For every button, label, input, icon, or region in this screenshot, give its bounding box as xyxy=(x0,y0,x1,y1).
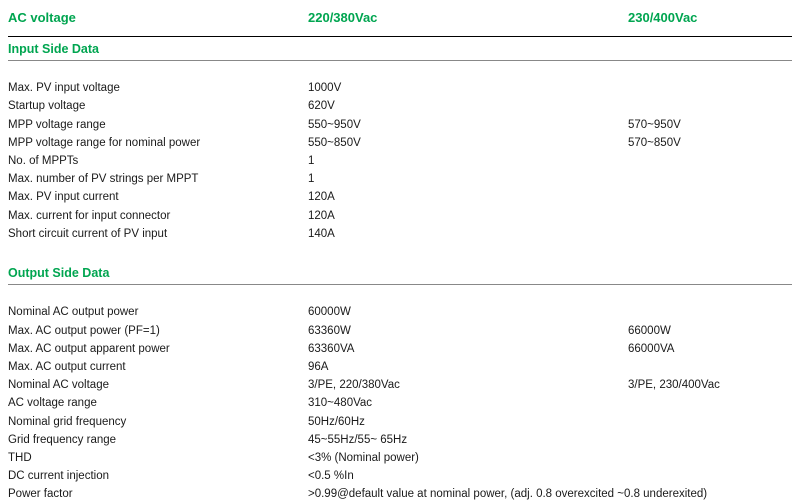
row-value-variant-2 xyxy=(628,225,792,243)
spacer-row xyxy=(8,243,792,261)
section-title-row-output xyxy=(8,261,792,284)
row-value-variant-1: 620V xyxy=(308,100,335,113)
row-value-variant-2 xyxy=(628,188,792,206)
table-row xyxy=(8,207,792,225)
table-row xyxy=(8,449,792,467)
table-row xyxy=(8,413,792,431)
section-title-output: Output Side Data xyxy=(8,266,110,281)
row-label: Max. PV input voltage xyxy=(8,82,120,95)
row-value-variant-1: 550~850V xyxy=(308,136,361,149)
row-value-variant-2 xyxy=(628,152,792,170)
row-value-variant-1: 63360W xyxy=(308,324,351,337)
table-row xyxy=(8,188,792,206)
row-label: Grid frequency range xyxy=(8,433,117,446)
row-label: DC current injection xyxy=(8,470,109,483)
row-label: Max. AC output current xyxy=(8,361,126,373)
row-value-variant-2: 66000W xyxy=(628,324,671,337)
row-value-variant-2 xyxy=(628,79,792,97)
row-label: Power factor xyxy=(8,488,73,501)
row-value-variant-2 xyxy=(628,467,792,485)
column-header-variant-1: 220/380Vac xyxy=(308,10,378,25)
table-header-row xyxy=(8,0,792,36)
row-value-variant-1: 96A xyxy=(308,361,329,373)
section-title-input: Input Side Data xyxy=(8,42,99,56)
row-value-variant-1: 310~480Vac xyxy=(308,397,373,410)
row-value-variant-2 xyxy=(628,394,792,412)
table-row xyxy=(8,116,792,134)
row-label: Short circuit current of PV input xyxy=(8,227,168,240)
row-value-variant-2 xyxy=(628,431,792,449)
row-value-variant-1: 63360VA xyxy=(308,342,355,355)
row-label: AC voltage range xyxy=(8,397,97,410)
table-row xyxy=(8,467,792,485)
row-value-variant-1: 50Hz/60Hz xyxy=(308,415,365,428)
table-row xyxy=(8,225,792,243)
row-value-variant-1: >0.99@default value at nominal power, (adj. 0.8 overexcited ~0.8 underexited) xyxy=(308,488,708,501)
row-value-variant-2 xyxy=(628,97,792,115)
table-row xyxy=(8,134,792,152)
row-label: THD xyxy=(8,452,32,465)
table-row xyxy=(8,376,792,394)
table-row xyxy=(8,485,792,503)
row-value-variant-1: 140A xyxy=(308,227,335,240)
section-title-row-input xyxy=(8,37,792,60)
row-label: Nominal grid frequency xyxy=(8,415,127,428)
table-row xyxy=(8,340,792,358)
row-value-variant-1: 120A xyxy=(308,209,335,222)
row-value-variant-1: <3% (Nominal power) xyxy=(308,452,419,465)
spacer-row xyxy=(8,285,792,303)
spacer-row xyxy=(8,61,792,79)
row-value-variant-1: 1 xyxy=(308,155,315,167)
row-value-variant-1: <0.5 %In xyxy=(308,470,354,483)
row-value-variant-1: 3/PE, 220/380Vac xyxy=(308,379,400,392)
table-row xyxy=(8,303,792,321)
row-label: MPP voltage range xyxy=(8,118,106,131)
row-value-variant-2 xyxy=(628,303,792,321)
row-label: Startup voltage xyxy=(8,100,86,113)
row-label: Nominal AC output power xyxy=(8,306,139,319)
column-header-label: AC voltage xyxy=(8,10,76,25)
table-row xyxy=(8,79,792,97)
row-value-variant-1: 45~55Hz/55~ 65Hz xyxy=(308,433,408,446)
spacer xyxy=(8,285,792,303)
row-value-variant-2 xyxy=(628,207,792,225)
row-label: Max. AC output power (PF=1) xyxy=(8,324,160,337)
row-value-variant-2 xyxy=(628,449,792,467)
row-value-variant-1: 120A xyxy=(308,191,335,204)
row-value-variant-1: 550~950V xyxy=(308,118,361,131)
spacer xyxy=(8,61,792,79)
table-row xyxy=(8,170,792,188)
table-row xyxy=(8,152,792,170)
row-label: MPP voltage range for nominal power xyxy=(8,136,201,149)
row-value-variant-1: 60000W xyxy=(308,306,351,319)
row-label: Max. AC output apparent power xyxy=(8,342,170,355)
row-label: Nominal AC voltage xyxy=(8,379,109,392)
table-row xyxy=(8,358,792,376)
row-value-variant-2: 66000VA xyxy=(628,342,675,355)
row-value-variant-2 xyxy=(628,358,792,376)
row-label: Max. current for input connector xyxy=(8,209,171,222)
row-value-variant-1: 1 xyxy=(308,173,315,186)
row-label: Max. number of PV strings per MPPT xyxy=(8,173,199,186)
row-label: No. of MPPTs xyxy=(8,155,79,167)
row-value-variant-2: 3/PE, 230/400Vac xyxy=(628,379,720,392)
table-row xyxy=(8,394,792,412)
row-value-variant-2 xyxy=(628,170,792,188)
row-value-variant-1: 1000V xyxy=(308,82,342,95)
row-label: Max. PV input current xyxy=(8,191,119,204)
table-row xyxy=(8,322,792,340)
spacer xyxy=(8,243,792,261)
row-value-variant-2: 570~950V xyxy=(628,118,681,131)
row-value-variant-2 xyxy=(628,413,792,431)
table-row xyxy=(8,431,792,449)
specification-table xyxy=(8,0,792,504)
column-header-variant-2: 230/400Vac xyxy=(628,10,698,25)
table-row xyxy=(8,97,792,115)
row-value-variant-2: 570~850V xyxy=(628,136,681,149)
